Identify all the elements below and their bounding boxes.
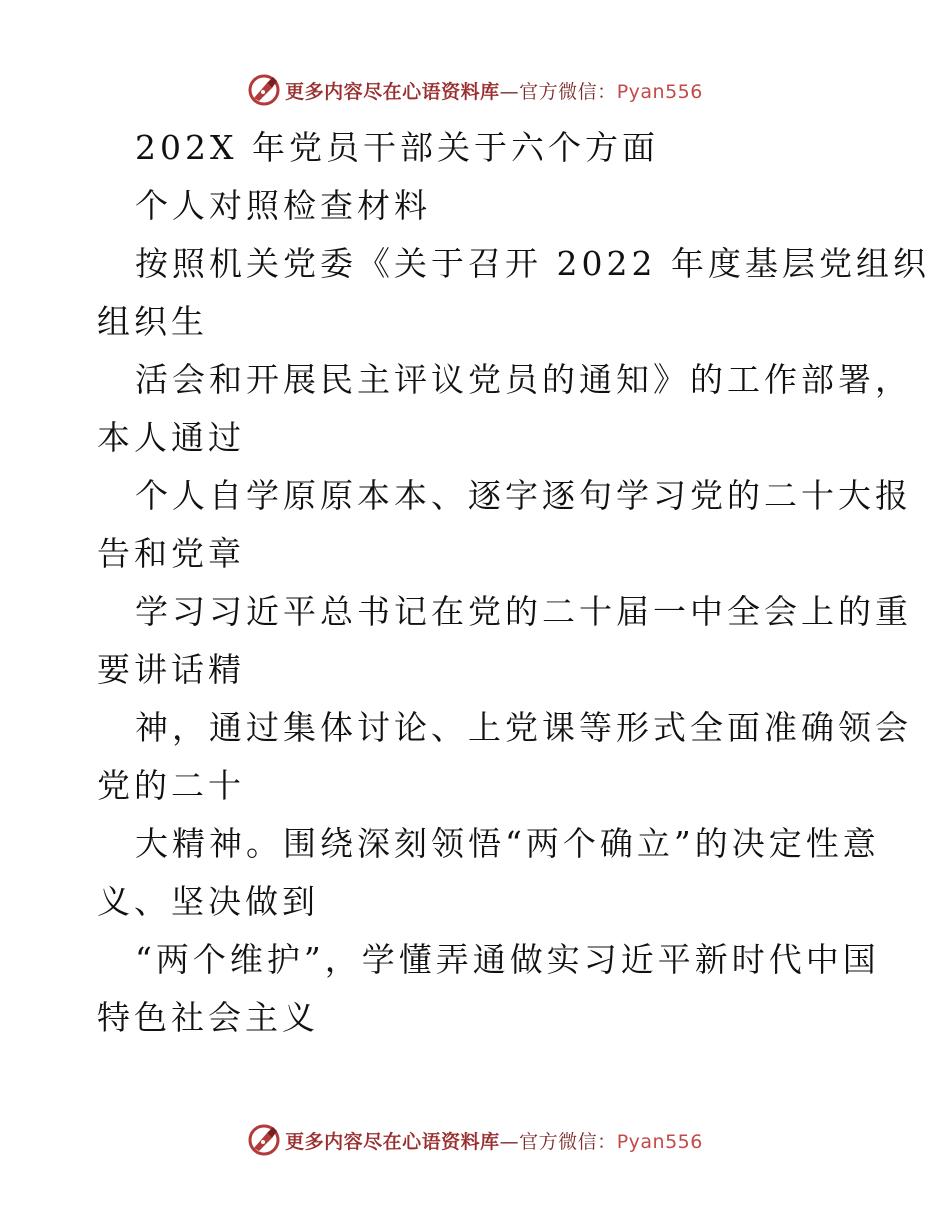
banner-site-text: 更多内容尽在心语资料库 [285, 80, 500, 103]
body-line: 组织生 [97, 302, 208, 341]
body-line: 按照机关党委《关于召开 2022 年度基层党组织 [135, 244, 930, 283]
banner-official-text: 官方微信： [519, 80, 617, 103]
body-line: 义、坚决做到 [97, 882, 319, 921]
document-title-line-1: 202X 年党员干部关于六个方面 [135, 128, 659, 167]
body-line: 党的二十 [97, 766, 245, 805]
body-line: 大精神。围绕深刻领悟“两个确立”的决定性意 [135, 824, 880, 863]
banner-wechat-id: Pyan556 [616, 80, 703, 103]
header-watermark-banner [0, 70, 950, 110]
body-line: 学习习近平总书记在党的二十届一中全会上的重 [135, 592, 912, 631]
banner-official-text: 官方微信： [519, 1130, 617, 1153]
pen-nib-circle-icon [247, 1123, 281, 1157]
body-line: 神，通过集体讨论、上党课等形式全面准确领会 [135, 708, 912, 747]
banner-dash: — [499, 1130, 520, 1153]
body-line: 特色社会主义 [97, 998, 319, 1037]
pen-nib-circle-icon [247, 73, 281, 107]
body-line: 要讲话精 [97, 650, 245, 689]
footer-watermark-banner [0, 1120, 950, 1160]
body-line: “两个维护”，学懂弄通做实习近平新时代中国 [135, 940, 880, 979]
body-line: 活会和开展民主评议党员的通知》的工作部署， [135, 360, 912, 399]
body-line: 个人自学原原本本、逐字逐句学习党的二十大报 [135, 476, 912, 515]
body-line: 告和党章 [97, 534, 245, 573]
banner-wechat-id: Pyan556 [616, 1130, 703, 1153]
body-line: 本人通过 [97, 418, 245, 457]
document-title-line-2: 个人对照检查材料 [135, 186, 431, 225]
banner-site-text: 更多内容尽在心语资料库 [285, 1130, 500, 1153]
banner-dash: — [499, 80, 520, 103]
